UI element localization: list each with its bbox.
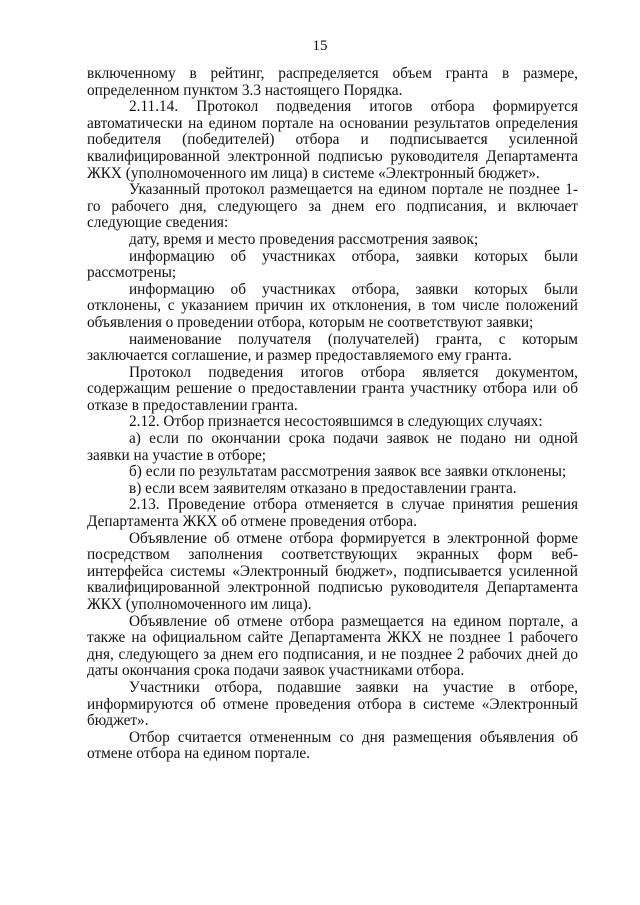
paragraph: в) если всем заявителям отказано в предоставлении гранта. xyxy=(129,479,517,497)
paragraph: Участники отбора, подавшие заявки на участие в отборе, информируются об отмене проведения отбора в системе «Электронный бюджет». xyxy=(87,678,578,730)
paragraph: 2.11.14. Протокол подведения итогов отбора формируется автоматически на едином портале на основании результатов определения победителя (победителей) отбора и подписывается усиленной квалифицированной электронной подписью руководителя Департамента ЖКХ (уполномоченного им лица) в системе «Электронный бюджет». xyxy=(87,98,578,182)
paragraph: Протокол подведения итогов отбора является документом, содержащим решение о предоставлении гранта участнику отбора или об отказе в предоставлении гранта. xyxy=(87,363,578,414)
paragraph: Объявление об отмене отбора размещается на едином портале, а также на официальном сайте Департамента ЖКХ не позднее 1 рабочего дня, следующего за днем его подписания, и не позднее 2 рабочих дней до даты окончания срока подачи заявок участниками отбора. xyxy=(87,612,578,680)
paragraph: Объявление об отмене отбора формируется в электронной форме посредством заполнения соответствующих экранных форм веб-интерфейса системы «Электронный бюджет», подписывается усиленной квалифицированной электронной подписью руководителя Департамента ЖКХ (уполномоченного им лица). xyxy=(87,529,578,613)
paragraph: а) если по окончании срока подачи заявок не подано ни одной заявки на участие в отборе; xyxy=(87,430,578,464)
paragraph: информацию об участниках отбора, заявки которых были отклонены, с указанием причин их отклонения, в том числе положений объявления о проведении отбора, которым не соответствуют заявки; xyxy=(87,280,578,331)
paragraph: Отбор считается отмененным со дня размещения объявления об отмене отбора на едином портале. xyxy=(87,728,578,763)
paragraph: Указанный протокол размещается на едином портале не позднее 1-го рабочего дня, следующего за днем его подписания, и включает следующие сведения: xyxy=(87,181,578,232)
paragraph: дату, время и место проведения рассмотрения заявок; xyxy=(129,230,479,248)
document-body xyxy=(87,66,578,763)
paragraph: 2.13. Проведение отбора отменяется в случае принятия решения Департамента ЖКХ об отмене проведения отбора. xyxy=(87,496,578,531)
paragraph: включенному в рейтинг, распределяется объем гранта в размере, определенном пунктом 3.3 настоящего Порядка. xyxy=(87,65,578,99)
page-number: 15 xyxy=(312,38,328,54)
paragraph: наименование получателя (получателей) гранта, с которым заключается соглашение, и размер предоставляемого ему гранта. xyxy=(87,330,578,365)
paragraph: б) если по результатам рассмотрения заявок все заявки отклонены; xyxy=(129,463,567,481)
paragraph: информацию об участниках отбора, заявки которых были рассмотрены; xyxy=(87,247,578,282)
paragraph: 2.12. Отбор признается несостоявшимся в следующих случаях: xyxy=(129,413,543,431)
